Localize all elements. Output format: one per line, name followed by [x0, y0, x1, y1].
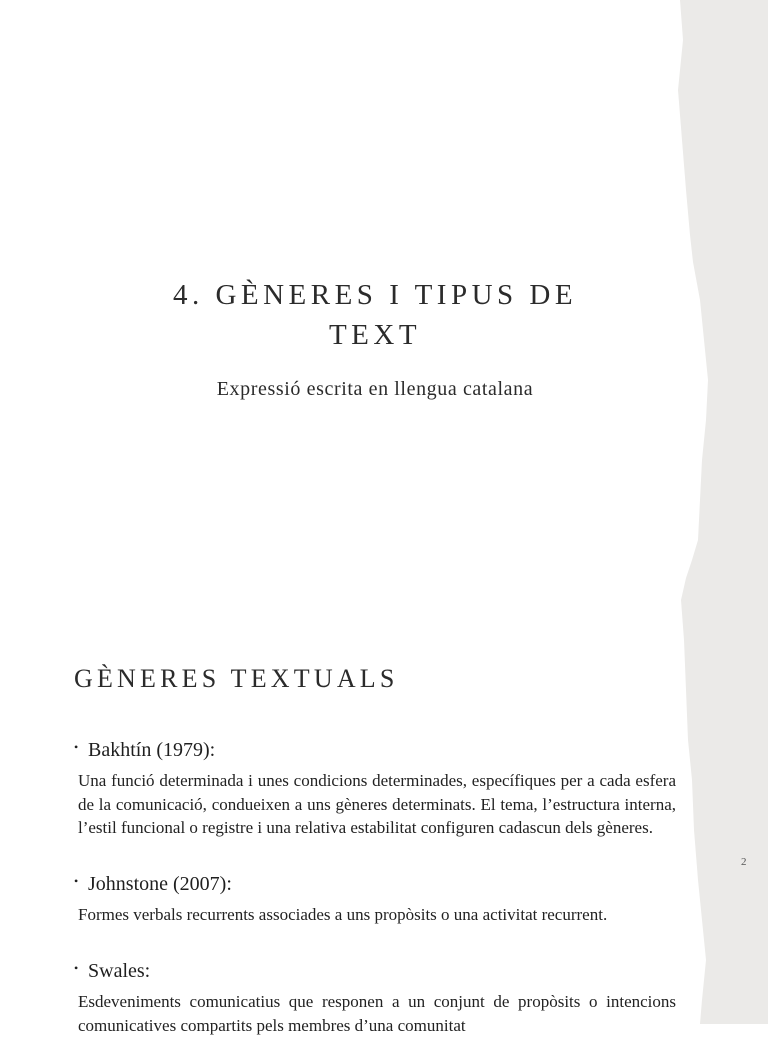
bullet-description: Una funció determinada i unes condicions determinades, específiques per a cada esfera de la comunicació, condueixen a uns gèneres determinats. El tema, l’estructura interna, l’estil funcional o registre i una relativa estabilitat configuren cadascun dels gèneres.	[78, 771, 676, 837]
section-heading: GÈNERES TEXTUALS	[74, 664, 399, 693]
slide-subtitle: Expressió escrita en llengua catalana	[216, 378, 534, 400]
bullet-icon: •	[74, 740, 79, 754]
slide-title	[0, 275, 750, 355]
bullet-label: Johnstone (2007):	[88, 873, 232, 895]
bullet-icon: •	[74, 874, 79, 888]
bullet-heading	[74, 734, 676, 763]
bullet-heading	[74, 955, 676, 984]
torn-paper-edge	[678, 0, 768, 1024]
slide-title-line-2: TEXT	[328, 319, 422, 351]
list-item	[74, 868, 676, 927]
page-number: 2	[741, 856, 747, 868]
bullet-label: Bakhtín (1979):	[88, 739, 216, 761]
bullet-label: Swales:	[88, 960, 151, 982]
bullet-description: Formes verbals recurrents associades a uns propòsits o una activitat recurrent.	[78, 905, 608, 924]
slide-title-line-1: 4. GÈNERES I TIPUS DE	[172, 279, 578, 311]
bullet-icon: •	[74, 961, 79, 975]
list-item	[74, 955, 676, 1037]
bullet-description: Esdeveniments comunicatius que responen a un conjunt de propòsits o intencions comunicatives compartits pels membres d’una comunitat	[78, 992, 676, 1035]
list-item	[74, 734, 676, 840]
bullet-heading	[74, 868, 676, 897]
